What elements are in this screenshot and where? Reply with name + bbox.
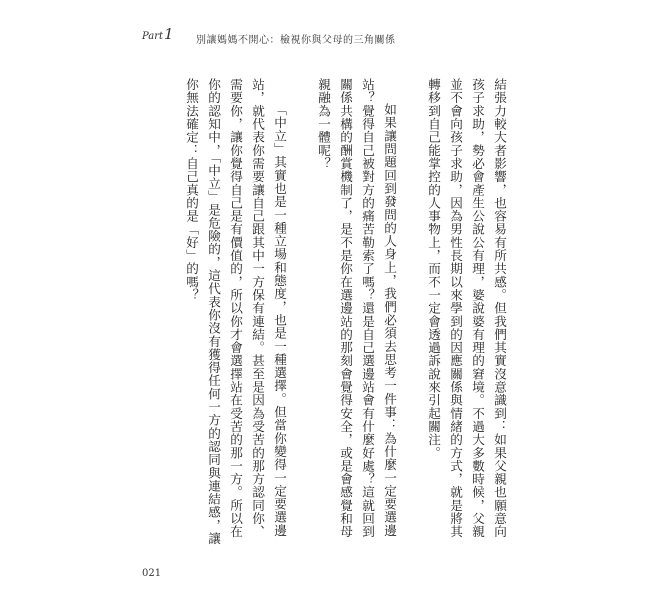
running-header xyxy=(142,25,615,50)
paragraph: 「中立」其實也是一種立場和態度，也是一種選擇。但當你變得一定要選邊站，就代表你需要讓自己跟其中一方保有連結。甚至是因為受苦的那方認同你、需要你，讓你覺得自己是有價值的，所以你才會選擇站在受苦的那一方。所以在你的認知中，「中立」是危險的，這代表你沒有獲得任何一方的認同與連結感，讓你無法確定：自己真的是「好」的嗎？ xyxy=(184,78,287,546)
paragraph: 結張力較大者影響，也容易有所共感。但我們其實沒意識到：如果父親也願意向孩子求助，勢必會產生公說公有理，婆說婆有理的窘境。不過大多數時候，父親並不會向孩子求助，因為男性長期以來學到的因應關係與情緒的方式，就是將其轉移到自己能掌控的人事物上，而不一定會透過訴說來引起關注。 xyxy=(426,78,507,539)
body-text xyxy=(155,78,510,548)
page-number: 021 xyxy=(142,568,162,579)
chapter-title: 別讓媽媽不開心：檢視你與父母的三角關係 xyxy=(196,35,396,46)
paragraph: 如果讓問題回到發問的人身上，我們必須去思考一件事：為什麼一定要選邊站？覺得自己被對方的痛苦勒索了嗎？還是自己選邊站會有什麼好處？這就回到關係共構的酬賞機制了，是不是你在選邊站的那刻會覺得安全，或是會感覺和母親融為一體呢？ xyxy=(316,78,397,539)
part-label: Part xyxy=(142,31,164,42)
part-number: 1 xyxy=(164,25,174,43)
